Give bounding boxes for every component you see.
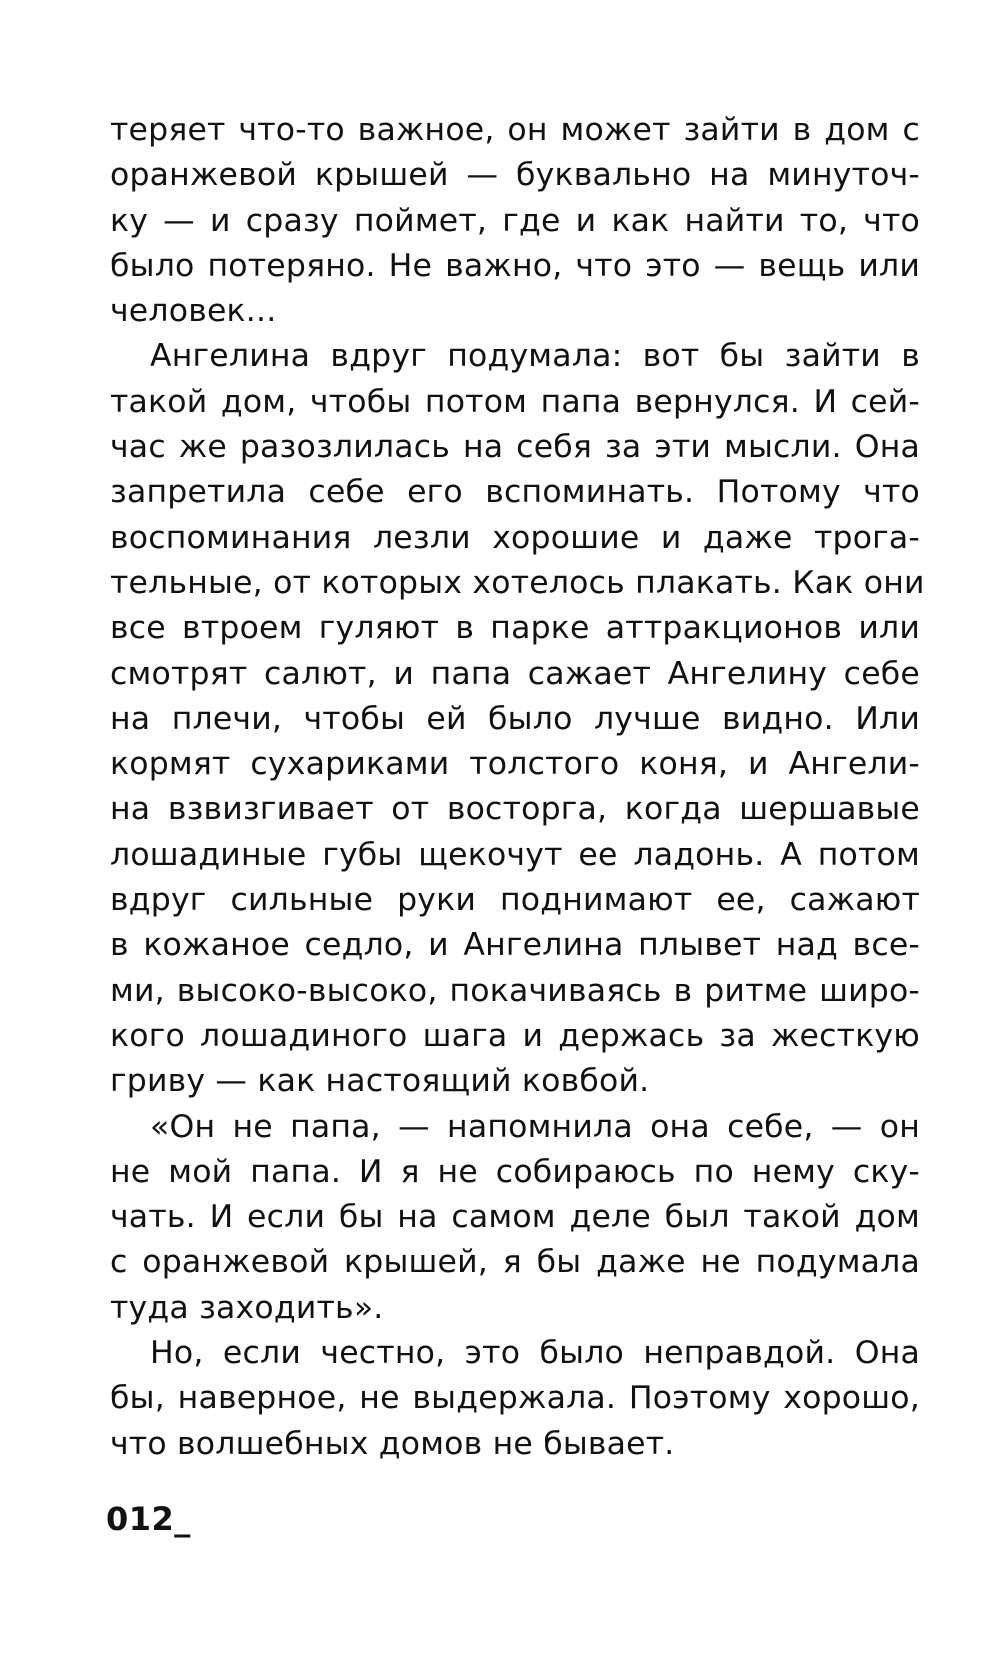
text-line: не мой папа. И я не собираюсь по нему ску- xyxy=(110,1153,920,1190)
text-line: час же разозлилась на себя за эти мысли. Она xyxy=(110,429,920,466)
text-line: воспоминания лезли хорошие и даже трога- xyxy=(110,519,920,556)
text-line: оранжевой крышей — буквально на минуточ- xyxy=(110,157,920,194)
text-line: ку — и сразу поймет, где и как найти то, что xyxy=(110,202,920,239)
body-text xyxy=(110,108,925,1467)
paragraph xyxy=(110,108,920,334)
text-line: туда заходить». xyxy=(110,1289,384,1326)
text-line: бы, наверное, не выдержала. Поэтому хорошо, xyxy=(110,1380,920,1417)
text-line: тельные, от которых хотелось плакать. Как они xyxy=(110,564,925,601)
text-line: теряет что-то важное, он может зайти в дом с xyxy=(110,112,920,148)
paragraph xyxy=(110,1105,920,1331)
text-line: на плечи, чтобы ей было лучше видно. Или xyxy=(110,700,920,737)
text-line: что волшебных домов не бывает. xyxy=(110,1425,675,1462)
text-line: запретила себе его вспоминать. Потому что xyxy=(110,474,920,511)
text-line: Но, если честно, это было неправдой. Она xyxy=(150,1335,920,1372)
text-line: на взвизгивает от восторга, когда шершавые xyxy=(110,791,920,828)
text-line: лошадиные губы щекочут ее ладонь. А потом xyxy=(110,836,920,873)
text-line: чать. И если бы на самом деле был такой дом xyxy=(110,1199,920,1236)
text-line: «Он не папа, — напомнила она себе, — он xyxy=(150,1108,920,1145)
text-line: все втроем гуляют в парке аттракционов или xyxy=(110,610,920,647)
paragraph xyxy=(110,1331,920,1467)
text-line: ми, высоко-высоко, покачиваясь в ритме широ- xyxy=(110,972,920,1009)
text-line: смотрят салют, и папа сажает Ангелину себе xyxy=(110,655,920,692)
text-line: такой дом, чтобы потом папа вернулся. И сей- xyxy=(110,383,920,420)
text-line: гриву — как настоящий ковбой. xyxy=(110,1063,650,1100)
paragraph xyxy=(110,334,925,1104)
text-line: кого лошадиного шага и держась за жесткую xyxy=(110,1017,920,1054)
text-line: в кожаное седло, и Ангелина плывет над все- xyxy=(110,927,920,964)
text-line: было потеряно. Не важно, что это — вещь или xyxy=(110,247,920,284)
text-line: кормят сухариками толстого коня, и Ангели- xyxy=(110,746,920,783)
text-line: вдруг сильные руки поднимают ее, сажают xyxy=(110,882,920,919)
text-line: с оранжевой крышей, я бы даже не подумала xyxy=(110,1244,920,1281)
page-number: 012_ xyxy=(106,1500,191,1538)
text-line: человек... xyxy=(110,293,277,330)
text-line: Ангелина вдруг подумала: вот бы зайти в xyxy=(150,338,920,375)
